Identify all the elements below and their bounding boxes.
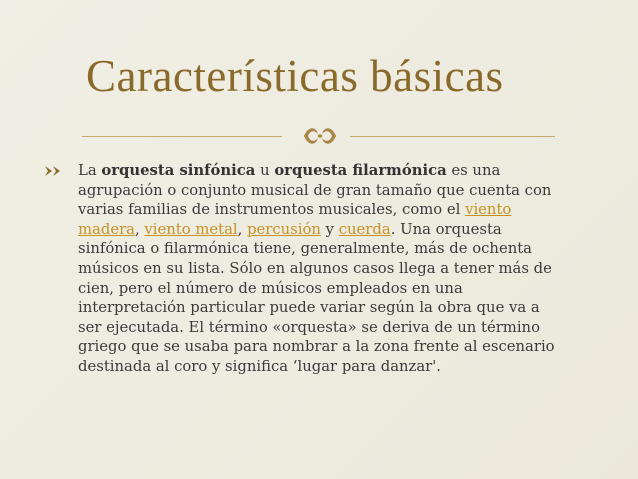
title-divider-right bbox=[350, 136, 555, 137]
double-arrow-bullet-icon bbox=[44, 164, 72, 178]
link-viento-metal[interactable]: viento metal bbox=[144, 220, 238, 238]
text-segment: , bbox=[134, 220, 145, 238]
text-segment: La bbox=[78, 162, 102, 179]
bold-term-orquesta-sinfonica: orquesta sinfónica bbox=[101, 162, 256, 179]
text-segment: . Una orquesta sinfónica o filarmónica tiene, generalmente, más de ochenta músicos en su lista. Sólo en algunos casos llega a tener más de cien, pero el número de músicos empleados en una interpretación particular puede variar según la obra que va a ser ejecutada. El término «orquesta» se deriva de un término griego que se usaba para nombrar a la zona frente al escenario destinada al coro y significa ‘lugar para danzar'. bbox=[78, 220, 555, 375]
body-paragraph bbox=[78, 161, 564, 377]
text-segment: y bbox=[320, 220, 339, 238]
link-viento-madera[interactable]: viento madera bbox=[78, 201, 512, 238]
text-segment: u bbox=[255, 162, 275, 179]
link-cuerda[interactable]: cuerda bbox=[338, 220, 391, 238]
title-divider-left bbox=[82, 136, 282, 137]
text-segment: , bbox=[237, 220, 248, 238]
link-percusion[interactable]: percusión bbox=[247, 220, 321, 238]
text-segment: es una agrupación o conjunto musical de gran tamaño que cuenta con varias familias de instrumentos musicales, como el bbox=[78, 162, 552, 219]
bold-term-orquesta-filarmonica: orquesta filarmónica bbox=[274, 162, 447, 179]
slide-title: Características básicas bbox=[86, 51, 504, 101]
flourish-ornament-icon bbox=[298, 124, 342, 148]
